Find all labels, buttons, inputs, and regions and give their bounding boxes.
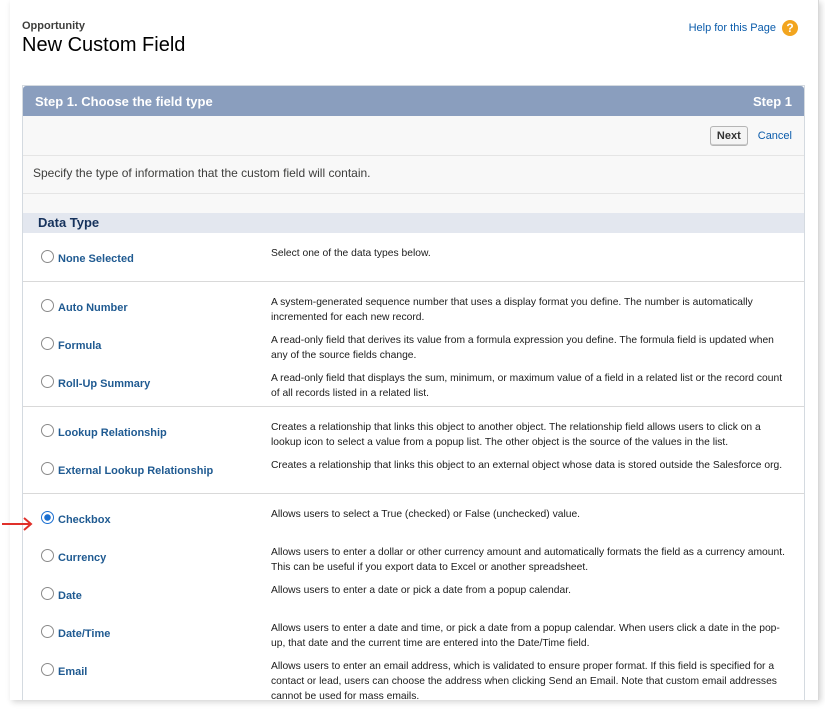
data-type-row-email [23,652,804,700]
section-spacer [23,194,804,213]
data-type-row-formula [23,326,804,364]
data-type-option-email[interactable] [23,652,271,678]
data-type-description: Allows users to enter a date and time, or pick a date from a popup calendar. When users click a date in the pop-up, that date and the current time are entered into the Date/Time field. [271,623,780,649]
red-arrow-icon [0,515,36,533]
data-type-row-none-selected [23,239,804,277]
data-type-description: Allows users to enter a dollar or other currency amount and automatically formats the field as a currency amount. This can be useful if you export data to Excel or another spreadsheet. [271,547,785,573]
radio-button[interactable] [41,587,54,600]
data-type-label[interactable]: Date [58,590,82,602]
radio-button[interactable] [41,375,54,388]
data-type-row-auto-number [23,288,804,326]
radio-button[interactable] [41,337,54,350]
button-row [23,116,804,156]
data-type-row-checkbox [23,500,804,538]
data-type-group [23,407,804,494]
data-type-description: Creates a relationship that links this object to an external object whose data is stored outside the Salesforce org. [271,460,783,471]
radio-button[interactable] [41,663,54,676]
data-type-group [23,233,804,282]
data-type-row-date-time [23,614,804,652]
data-type-label[interactable]: Email [58,666,88,678]
radio-button[interactable] [41,299,54,312]
radio-button[interactable] [41,511,54,524]
page-title: New Custom Field [22,34,186,56]
data-type-label[interactable]: Currency [58,552,107,564]
help-question-icon[interactable]: ? [782,20,798,36]
page-header [22,20,185,57]
step-bar [23,86,804,116]
radio-button[interactable] [41,424,54,437]
cancel-link[interactable]: Cancel [757,129,792,142]
help-area [689,20,798,36]
step-title: Step 1. Choose the field type [35,93,213,109]
data-type-group [23,494,804,700]
step-panel [22,85,805,700]
data-type-option-date-time[interactable] [23,614,271,640]
radio-button[interactable] [41,625,54,638]
data-type-row-roll-up-summary [23,364,804,402]
next-button[interactable]: Next [710,126,748,146]
data-type-label[interactable]: External Lookup Relationship [58,465,214,477]
data-type-description: Allows users to enter an email address, which is validated to ensure proper format. If this field is specified for a contact or lead, users can choose the address when clicking Send an Email. Note that custom email addresses cannot be used for mass emails. [271,661,777,700]
data-type-description: A read-only field that displays the sum, minimum, or maximum value of a field in a related list or the record count of all records listed in a related list. [271,373,783,399]
data-type-row-lookup-relationship [23,413,804,451]
data-type-row-external-lookup-relationship [23,451,804,489]
data-type-label[interactable]: Date/Time [58,628,111,640]
data-type-description: Allows users to select a True (checked) or False (unchecked) value. [271,509,581,520]
data-type-description: Allows users to enter a date or pick a date from a popup calendar. [271,585,571,596]
data-type-description: Select one of the data types below. [271,248,431,259]
data-type-label[interactable]: Formula [58,340,102,352]
data-type-option-currency[interactable] [23,538,271,564]
data-type-label[interactable]: Lookup Relationship [58,427,167,439]
data-type-option-roll-up-summary[interactable] [23,364,271,390]
radio-button[interactable] [41,462,54,475]
radio-button[interactable] [41,250,54,263]
data-type-label[interactable]: Roll-Up Summary [58,378,151,390]
data-type-option-checkbox[interactable] [23,500,271,526]
data-type-option-auto-number[interactable] [23,288,271,314]
instructions-text: Specify the type of information that the custom field will contain. [23,156,804,194]
data-type-label[interactable]: Auto Number [58,302,128,314]
data-type-description: A read-only field that derives its value from a formula expression you define. The formula field is updated when any of the source fields change. [271,335,774,361]
help-link[interactable]: Help for this Page [688,22,776,34]
data-type-label[interactable]: Checkbox [58,514,111,526]
data-type-description: Creates a relationship that links this object to another object. The relationship field allows users to click on a lookup icon to select a value from a popup list. The other object is the source of the values in the list. [271,422,761,448]
data-type-option-date[interactable] [23,576,271,602]
radio-button[interactable] [41,549,54,562]
step-indicator: Step 1 [752,93,792,109]
data-type-row-currency [23,538,804,576]
data-type-group [23,282,804,407]
page-frame [10,0,819,700]
data-type-option-none-selected[interactable] [23,239,271,265]
object-label: Opportunity [22,20,85,32]
data-type-heading: Data Type [23,213,804,233]
data-type-description: A system-generated sequence number that uses a display format you define. The number is automatically incremented for each new record. [271,297,753,323]
data-type-option-formula[interactable] [23,326,271,352]
data-type-label[interactable]: None Selected [58,253,134,265]
data-type-list [23,233,804,700]
data-type-row-date [23,576,804,614]
data-type-option-external-lookup-relationship[interactable] [23,451,271,477]
data-type-option-lookup-relationship[interactable] [23,413,271,439]
